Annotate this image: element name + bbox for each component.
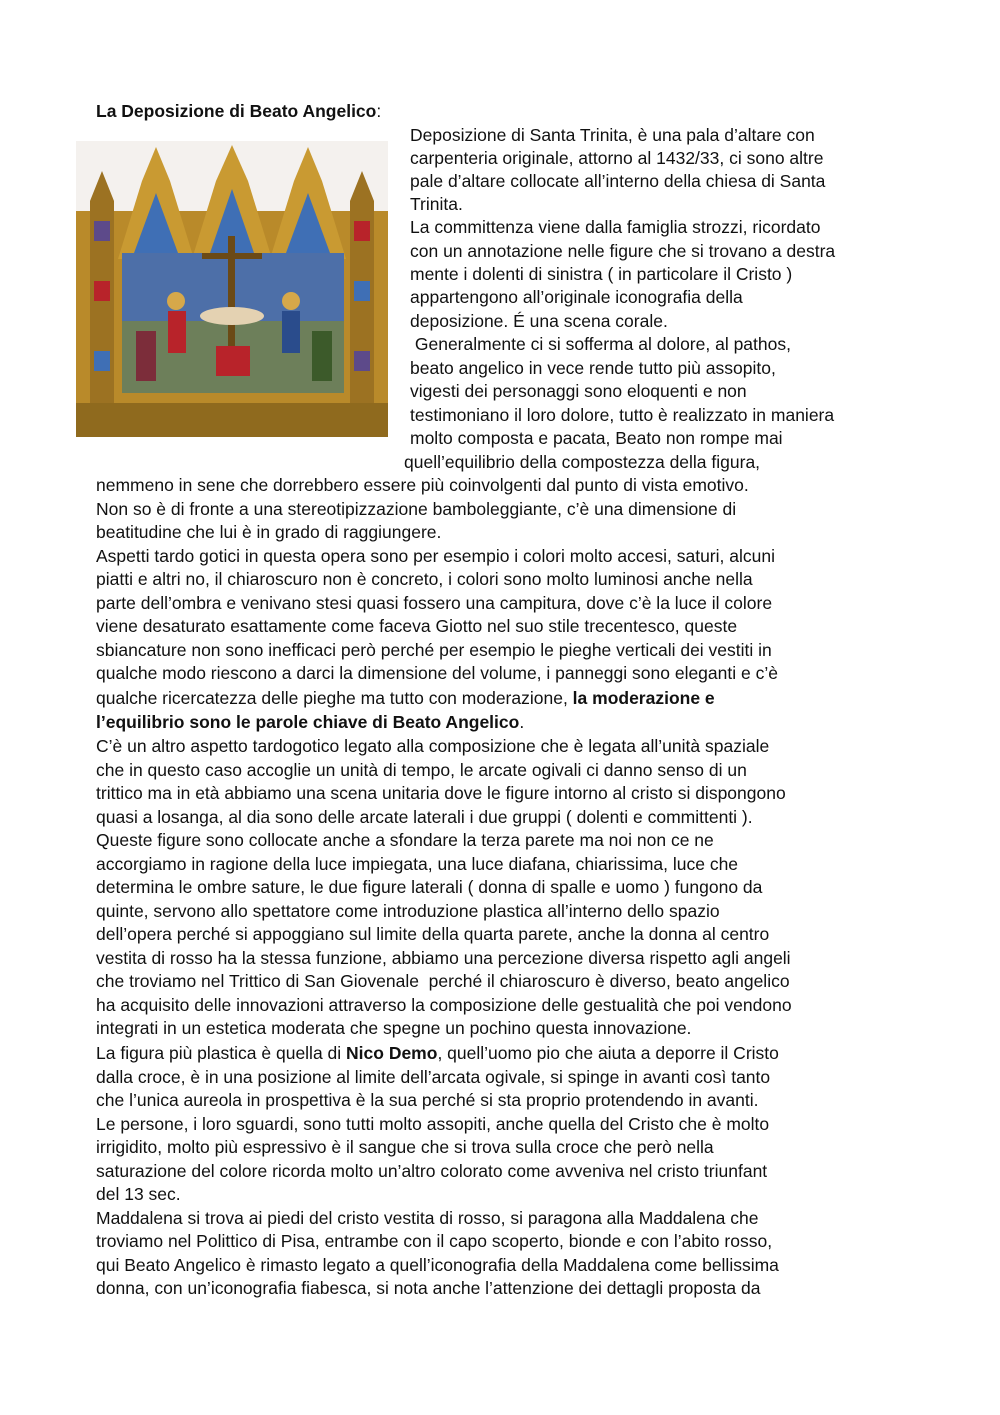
text-line: del 13 sec.: [96, 1184, 181, 1204]
nico-bold: Nico Demo: [346, 1043, 438, 1063]
text-line-mixed: [96, 711, 524, 735]
text-line: viene desaturato esattamente come faceva Giotto nel suo stile trecentesco, queste: [96, 616, 738, 636]
text-line-mixed: [96, 687, 715, 711]
text-line: Trinita.: [410, 194, 463, 214]
text-line: La committenza viene dalla famiglia strozzi, ricordato: [410, 217, 821, 237]
text-line: Generalmente ci si sofferma al dolore, al pathos,: [410, 334, 791, 354]
text-line: parte dell’ombra e venivano stesi quasi fossero una campitura, dove c’è la luce il colore: [96, 593, 773, 613]
text-line: C’è un altro aspetto tardogotico legato alla composizione che è legata all’unità spaziale: [96, 736, 770, 756]
text-line: Maddalena si trova ai piedi del cristo vestita di rosso, si paragona alla Maddalena che: [96, 1208, 759, 1228]
text-line: beatitudine che lui è in grado di raggiungere.: [96, 522, 442, 542]
text-line: Non so è di fronte a una stereotipizzazione bamboleggiante, c’è una dimensione di: [96, 499, 737, 519]
text-line: ha acquisito delle innovazioni attraverso la composizione delle gestualità che poi vendono: [96, 995, 792, 1015]
text-line: beato angelico in vece rende tutto più assopito,: [410, 358, 776, 378]
text-line: saturazione del colore ricorda molto un’altro colorato come avveniva nel cristo triunfant: [96, 1161, 768, 1181]
text-line: quasi a losanga, al dia sono delle arcate laterali i due gruppi ( dolenti e committenti ).: [96, 807, 753, 827]
title-colon: :: [376, 101, 382, 121]
text-line: troviamo nel Polittico di Pisa, entrambe con il capo scoperto, bionde e con l’abito rosso,: [96, 1231, 773, 1251]
text-line: qualche modo riescono a darci la dimensione del volume, i panneggi sono eleganti e c’è: [96, 663, 778, 683]
text-line: Deposizione di Santa Trinita, è una pala d’altare con: [410, 125, 815, 145]
keywords-plain: .: [519, 712, 525, 732]
text-line: con un annotazione nelle figure che si trovano a destra: [410, 241, 836, 261]
text-line: che in questo caso accoglie un unità di tempo, le arcate ogivali ci danno senso di un: [96, 760, 747, 780]
text-line: determina le ombre sature, le due figure laterali ( donna di spalle e uomo ) fungono da: [96, 877, 763, 897]
document-title: [96, 100, 381, 123]
moderation-plain: qualche ricercatezza delle pieghe ma tutto con moderazione,: [96, 688, 573, 708]
text-line: dalla croce, è in una posizione al limite dell’arcata ogivale, si spinge in avanti così tanto: [96, 1067, 771, 1087]
text-line: carpenteria originale, attorno al 1432/33, ci sono altre: [410, 148, 824, 168]
text-line: donna, con un’iconografia fiabesca, si nota anche l’attenzione dei dettagli proposta da: [96, 1278, 761, 1298]
title-bold: La Deposizione di Beato Angelico: [96, 101, 377, 121]
text-line: quell’equilibrio della compostezza della figura,: [404, 452, 761, 472]
text-line: che l’unica aureola in prospettiva è la sua perché si sta proprio protendendo in avanti.: [96, 1090, 759, 1110]
text-line: vestita di rosso ha la stessa funzione, abbiamo una percezione diversa rispetto agli angeli: [96, 948, 791, 968]
nico-plain-after: , quell’uomo pio che aiuta a deporre il Cristo: [437, 1043, 779, 1063]
text-line: sbiancature non sono inefficaci però perché per esempio le pieghe verticali dei vestiti in: [96, 640, 772, 660]
text-line: Le persone, i loro sguardi, sono tutti molto assopiti, anche quella del Cristo che è molto: [96, 1114, 770, 1134]
nico-plain-before: La figura più plastica è quella di: [96, 1043, 347, 1063]
moderation-bold: la moderazione e: [572, 688, 715, 708]
text-line: piatti e altri no, il chiaroscuro non è concreto, i colori sono molto luminosi anche nella: [96, 569, 753, 589]
text-line: pale d’altare collocate all’interno della chiesa di Santa: [410, 171, 826, 191]
text-line: che troviamo nel Trittico di San Giovenale perché il chiaroscuro è diverso, beato angelico: [96, 971, 790, 991]
text-line: quinte, servono allo spettatore come introduzione plastica all’interno dello spazio: [96, 901, 720, 921]
text-line: Aspetti tardo gotici in questa opera sono per esempio i colori molto accesi, saturi, alcuni: [96, 546, 775, 566]
text-line: testimoniano il loro dolore, tutto è realizzato in maniera: [410, 405, 835, 425]
text-line-mixed: [96, 1042, 779, 1066]
text-line: molto composta e pacata, Beato non rompe mai: [410, 428, 783, 448]
text-line: integrati in un estetica moderata che spegne un pochino questa innovazione.: [96, 1018, 692, 1038]
text-line: qui Beato Angelico è rimasto legato a quell’iconografia della Maddalena come bellissima: [96, 1255, 779, 1275]
text-line: nemmeno in sene che dorrebbero essere più coinvolgenti dal punto di vista emotivo.: [96, 475, 749, 495]
text-line: vigesti dei personaggi sono eloquenti e non: [410, 381, 747, 401]
text-line: mente i dolenti di sinistra ( in particolare il Cristo ): [410, 264, 793, 284]
text-line: accorgiamo in ragione della luce impiegata, una luce diafana, chiarissima, luce che: [96, 854, 739, 874]
keywords-bold: l’equilibrio sono le parole chiave di Beato Angelico: [96, 712, 520, 732]
text-line: irrigidito, molto più espressivo è il sangue che si trova sulla croce che però nella: [96, 1137, 714, 1157]
text-line: deposizione. É una scena corale.: [410, 311, 668, 331]
text-line: appartengono all’originale iconografia della: [410, 287, 743, 307]
text-line: trittico ma in età abbiamo una scena unitaria dove le figure intorno al cristo si dispongono: [96, 783, 786, 803]
text-line: Queste figure sono collocate anche a sfondare la terza parete ma noi non ce ne: [96, 830, 714, 850]
altarpiece-painting-icon: [76, 141, 388, 437]
text-line: dell’opera perché si appoggiano sul limite della quarta parete, anche la donna al centro: [96, 924, 770, 944]
